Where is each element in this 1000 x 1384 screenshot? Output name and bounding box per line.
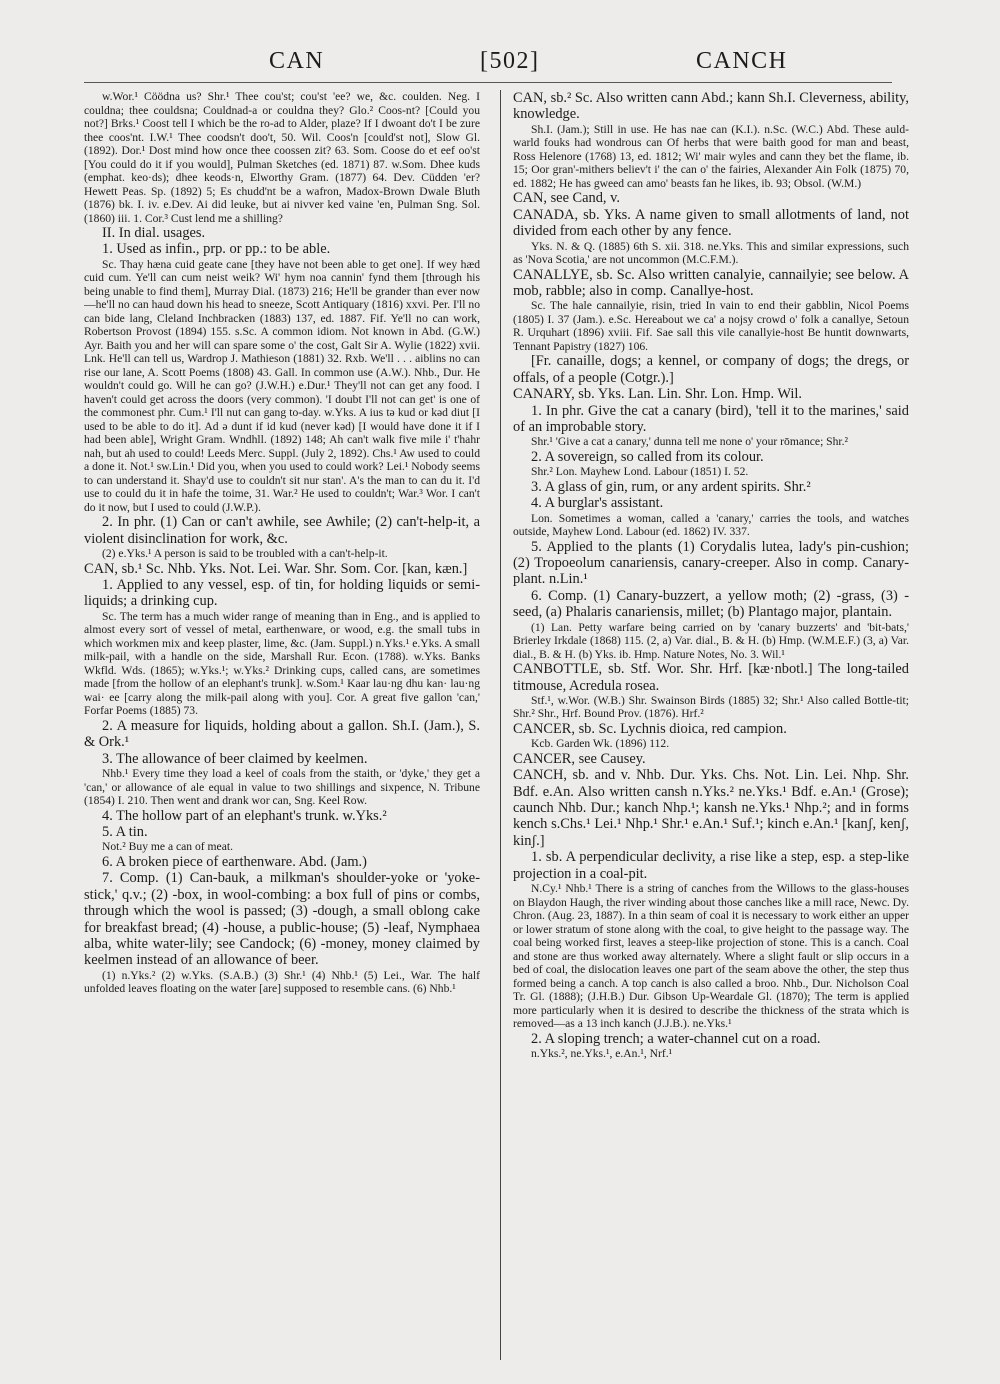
right-column [513,90,909,1360]
entry-headword-paragraph: CANBOTTLE, sb. Stf. Wor. Shr. Hrf. [kæ·nbotl.] The long-tailed titmouse, Acredula rosea. [513,661,909,694]
citation-paragraph: (2) e.Yks.¹ A person is said to be troubled with a can't-help-it. [102,547,388,561]
citation-paragraph: Sc. The hale cannailyie, risin, tried In vain to end their gabblin, Nicol Poems (1805) I. 37 (Jam.). e.Sc. Hereabout we ca' a nojsy crowd o' folk a canallye, Setoun R. Urquhart (1896) xviii. Fif. Sae sall this vile canallyie-host Be huntit downwarts, Tennant Papistry (1827) 106. [513,299,909,353]
sense-paragraph: 5. A tin. [102,823,148,840]
entry-headword-paragraph: CANCER, see Causey. [513,750,646,767]
sense-paragraph: [Fr. canaille, dogs; a kennel, or company of dogs; the dregs, or offals, of a people (Cotgr.).] [513,353,909,386]
sense-paragraph: 3. The allowance of beer claimed by keelmen. [102,750,368,767]
citation-paragraph: Kcb. Garden Wk. (1896) 112. [531,737,670,751]
sense-paragraph: 4. A burglar's assistant. [531,495,664,512]
sense-paragraph: 6. Comp. (1) Canary-buzzert, a yellow moth; (2) -grass, (3) -seed, (a) Phalaris canariensis, millet; (b) Plantago major, plantain. [513,587,909,621]
sense-paragraph: 2. A sovereign, so called from its colour. [531,448,764,465]
citation-paragraph: Lon. Sometimes a woman, called a 'canary,' carries the tools, and watches outside, Mayhew Lond. Labour (ed. 1862) IV. 337. [513,511,909,539]
sense-paragraph: 4. The hollow part of an elephant's trunk. w.Yks.² [102,807,387,824]
citation-paragraph: w.Wor.¹ Cöödna us? Shr.¹ Thee cou'st; cou'st 'ee? we, &c. coulden. Neg. I couldna; thee couldsna; Couldnad-a or couldna they? Glo.² Coos-nt? [Could you not?] Brks.¹ Coost tell I which be the ro-ad to Alder, plaze? If I dwoant do't I be zure thee coos'nt. I.W.¹ Thee coodsn't doo't, 50. Wil. Coos'n [could'st not], Slow Gl. (1892). Dor.¹ Dost mind how once thee coossen zit? 63. Som. Coose do et eef oo'st [You could do it if you would], Pulman Sketches (ed. 1871) 87. w.Som. Dhee kuds (emphat. keo·ds); dhee keods·n, Elworthy Gram. (1877) 64. Dev. Cüdden 'er? Hewett Peas. Sp. (1892) 5; Es chudd'nt be a wafron, Madox-Brown Dwale Bluth (1876) bk. I. iv. e.Dev. Ai did leuke, but ai nivver ked vaine 'en, Pulman Sng. Sol. (1860) iii. 1. Cor.³ Cust lend me a shilling? [84,90,480,225]
entry-headword-paragraph: CANCH, sb. and v. Nhb. Dur. Yks. Chs. Not. Lin. Lei. Nhp. Shr. Bdf. e.An. Also written cansh n.Yks.² ne.Yks.¹ Bdf. e.An.¹ (Grose); caunch Nhb. Dur.; kanch Nhp.¹; kansh ne.Yks.¹ Nhp.²; and in forms kench s.Chs.¹ Lei.¹ Nhp.¹ Shr.¹ e.An.¹ Suf.¹; kinch e.An.¹ [kanʃ, kenʃ, kinʃ.] [513,767,909,849]
sense-paragraph: 2. A sloping trench; a water-channel cut on a road. [531,1030,821,1047]
citation-paragraph: N.Cy.¹ Nhb.¹ There is a string of canches from the Willows to the glass-houses on Blaydon Haugh, the river winding about those canches like a mill race, Newc. Dy. Chron. (Aug. 23, 1887). In a thin seam of coal it is necessary to work either an upper or lower stratum of stone along with the coal, to give height to the passage way. The coal being worked first, leaves a steep-like projection of stone. This is a canch. Coal and stone are thus worked away alternately. Where a slight fault or slip occurs in a bed of coal, the dislocation leaves one part of the seam above the other, the step thus formed being a canch. A top canch is also called a broo. Nhb., Dur. Nicholson Coal Tr. Gl. (1888); (J.H.B.) Dur. Gibson Up-Weardale Gl. (1870); The term is applied more particularly when it is desired to describe the thickness of the strata which is removed—as a 13 inch kanch (J.J.B.). ne.Yks.¹ [513,882,909,1031]
sense-paragraph: 2. A measure for liquids, holding about a gallon. Sh.I. (Jam.), S. & Ork.¹ [84,717,480,751]
citation-paragraph: (1) n.Yks.² (2) w.Yks. (S.A.B.) (3) Shr.¹ (4) Nhb.¹ (5) Lei., War. The half unfolded leaves floating on the water [are] supposed to resemble cans. (6) Nhb.¹ [84,968,480,996]
entry-headword-paragraph: CAN, sb.¹ Sc. Nhb. Yks. Not. Lei. War. Shr. Som. Cor. [kan, kæn.] [84,560,468,577]
sense-paragraph: 3. A glass of gin, rum, or any ardent spirits. Shr.² [531,478,811,495]
citation-paragraph: (1) Lan. Petty warfare being carried on by 'canary buzzerts' and 'bit-bats,' Brierley Irkdale (1868) 115. (2, a) Var. dial., B. & H. (b) Hmp. (W.M.E.F.) (3, a) Var. dial., B. & H. (b) Yks. ib. Hmp. Nature Notes, No. 3. Wil.¹ [513,620,909,661]
entry-headword-paragraph: CANARY, sb. Yks. Lan. Lin. Shr. Lon. Hmp. Wil. [513,386,802,403]
sense-paragraph: 1. Applied to any vessel, esp. of tin, for holding liquids or semi-liquids; a drinking cup. [84,577,480,610]
left-column [84,90,480,1360]
running-header [84,48,892,80]
header-right-headword: CANCH [696,48,788,74]
sense-paragraph: 1. sb. A perpendicular declivity, a rise like a step, esp. a step-like projection in a coal-pit. [513,849,909,882]
citation-paragraph: n.Yks.², ne.Yks.¹, e.An.¹, Nrf.¹ [531,1047,673,1060]
sense-paragraph: 6. A broken piece of earthenware. Abd. (Jam.) [102,853,367,870]
entry-headword-paragraph: CANADA, sb. Yks. A name given to small allotments of land, not divided from each other by any fence. [513,206,909,240]
header-left-headword: CAN [269,48,325,74]
citation-paragraph: Nhb.¹ Every time they load a keel of coals from the staith, or 'dyke,' they get a 'can,' or allowance of ale equal in value to two shillings and sixpence, N. Tribune (1854) I. 210. Then went and drank wor can, Sng. Keel Row. [84,767,480,808]
citation-paragraph: Sc. Thay hæna cuid geate cane [they have not been able to get one]. If wey hæd cuid cum. Ye'll can cum neist weik? Wi' hym noa cannin' fynd them [through his being unable to find them], Murray Dial. (1873) 216; He'll be grander than ever now—he'll no can haud down his head to sneeze, Scott Antiquary (1816) xxvi. Per. I'll no can bide lang, Cleland Inchbracken (1883) 137, ed. 1887. Fif. Ye'll no can work, Robertson Provost (1894) 155. s.Sc. A common idiom. Not known in Abd. (G.W.) Ayr. Baith you and her will can spare some o' the cost, Galt Sir A. Wylie (1822) xvii. Lnk. He'll can tell us, Wardrop J. Mathieson (1881) 32. Rxb. We'll . . . aiblins no can rise our lane, A. Scott Poems (1808) 43. Gall. In common use (A.W.). Nhb., Dur. He wouldn't could go. Will he can go? (J.W.H.) e.Dur.¹ They'll not can get any food. I haven't could get across the doors (very common). 'I doubt I'll not can get' is one of the commonest phr. Cum.¹ I'll nut can gang to-day. w.Yks. A ius tə kud or kəd diut [I used to be able to do it]. Ad ə dunt if id kud (never kəd) [I would have done it if I had been able], Wright Gram. Wndhll. (1892) 148; Ah can't walk five mile i' t'hahr nah, but ah used to could! Leeds Merc. Suppl. (July 2, 1892). Chs.¹ Aw used to could a done it. Not.¹ sw.Lin.¹ Did you, when you used to could work? Lei.¹ Nobody seems to can understand it. Shay'd use to couldn't sit nur stan'. A's the man to can du it. I'd use to could du it in hafe the toime, 31. War.² He used to couldn't; War.³ Wor. I can't do it now, but I used to could (J.W.P.). [84,257,480,514]
citation-paragraph: Stf.¹, w.Wor. (W.B.) Shr. Swainson Birds (1885) 32; Shr.¹ Also called Bottle-tit; Shr.² Shr., Hrf. Bound Prov. (1876). Hrf.² [513,693,909,721]
sense-paragraph: 2. In phr. (1) Can or can't awhile, see Awhile; (2) can't-help-it, a violent disinclination for work, &c. [84,514,480,547]
sense-paragraph: 1. Used as infin., prp. or pp.: to be able. [102,241,331,258]
entry-headword-paragraph: CAN, sb.² Sc. Also written cann Abd.; kann Sh.I. Cleverness, ability, knowledge. [513,90,909,123]
header-rule [84,82,892,83]
column-divider [500,90,501,1360]
sense-paragraph: 5. Applied to the plants (1) Corydalis lutea, lady's pin-cushion; (2) Tropoeolum canariensis, canary-creeper. Also in comp. Canary-plant. n.Lin.¹ [513,538,909,588]
sense-paragraph: II. In dial. usages. [102,225,206,241]
citation-paragraph: Sh.I. (Jam.); Still in use. He has nae can (K.I.). n.Sc. (W.C.) Abd. These auld-warld fouks had wondrous can Of herbs that were baith good for man and beast, Ross Helenore (1768) 13, ed. 1812; Wi' mair wyles and cann they bet the flame, ib. 15; Oor gran'-mithers believ't i' the can o' the fairies, Alexander Ain Folk (1875) 70, ed. 1882; He has gweed can amo' beasts fan he likes, ib. 93; Obsol. (W.M.) [513,122,909,190]
citation-paragraph: Shr.¹ 'Give a cat a canary,' dunna tell me none o' your rōmance; Shr.² [531,435,849,449]
citation-paragraph: Sc. The term has a much wider range of meaning than in Eng., and is applied to almost every sort of vessel of metal, earthenware, or wood, e.g. the small tubs in which workmen mix and keep plaster, lime, &c. (Jam. Suppl.) n.Yks.¹ e.Yks. A small milk-pail, with a handle on the side, Marshall Rur. Econ. (1788). w.Yks. Banks Wkfld. Wds. (1865); w.Yks.¹; w.Yks.² Drinking cups, called cans, are sometimes made [from the hollow of an elephant's trunk]. w.Som.¹ Kaar lau·ng dhu kan· lau·ng wai· ee [carry along the milk-pail along with you]. Cor. A great five gallon 'can,' Forfar Poems (1885) 73. [84,609,480,718]
sense-paragraph: 1. In phr. Give the cat a canary (bird), 'tell it to the marines,' said of an improbable story. [513,402,909,435]
citation-paragraph: Not.² Buy me a can of meat. [102,840,233,854]
citation-paragraph: Yks. N. & Q. (1885) 6th S. xii. 318. ne.Yks. This and similar expressions, such as 'Nova Scotia,' are not uncommon (M.C.F.M.). [513,239,909,267]
entry-headword-paragraph: CAN, see Cand, v. [513,190,620,207]
entry-headword-paragraph: CANCER, sb. Sc. Lychnis dioica, red campion. [513,720,787,737]
sense-paragraph: 7. Comp. (1) Can-bauk, a milkman's shoulder-yoke or 'yoke-stick,' q.v.; (2) -box, in wool-combing: a box full of pins or combs, through which the wool is passed; (3) -dough, a small oblong cake for breakfast bread; (4) -house, a public-house; (5) -leaf, Nymphaea alba, white water-lily; see Candock; (6) -money, money claimed by keelmen instead of an allowance of beer. [84,870,480,969]
entry-headword-paragraph: CANALLYE, sb. Sc. Also written canalyie, cannailyie; see below. A mob, rabble; also in comp. Canallye-host. [513,266,909,299]
citation-paragraph: Shr.² Lon. Mayhew Lond. Labour (1851) I. 52. [531,465,749,479]
page-number: [502] [480,48,540,74]
